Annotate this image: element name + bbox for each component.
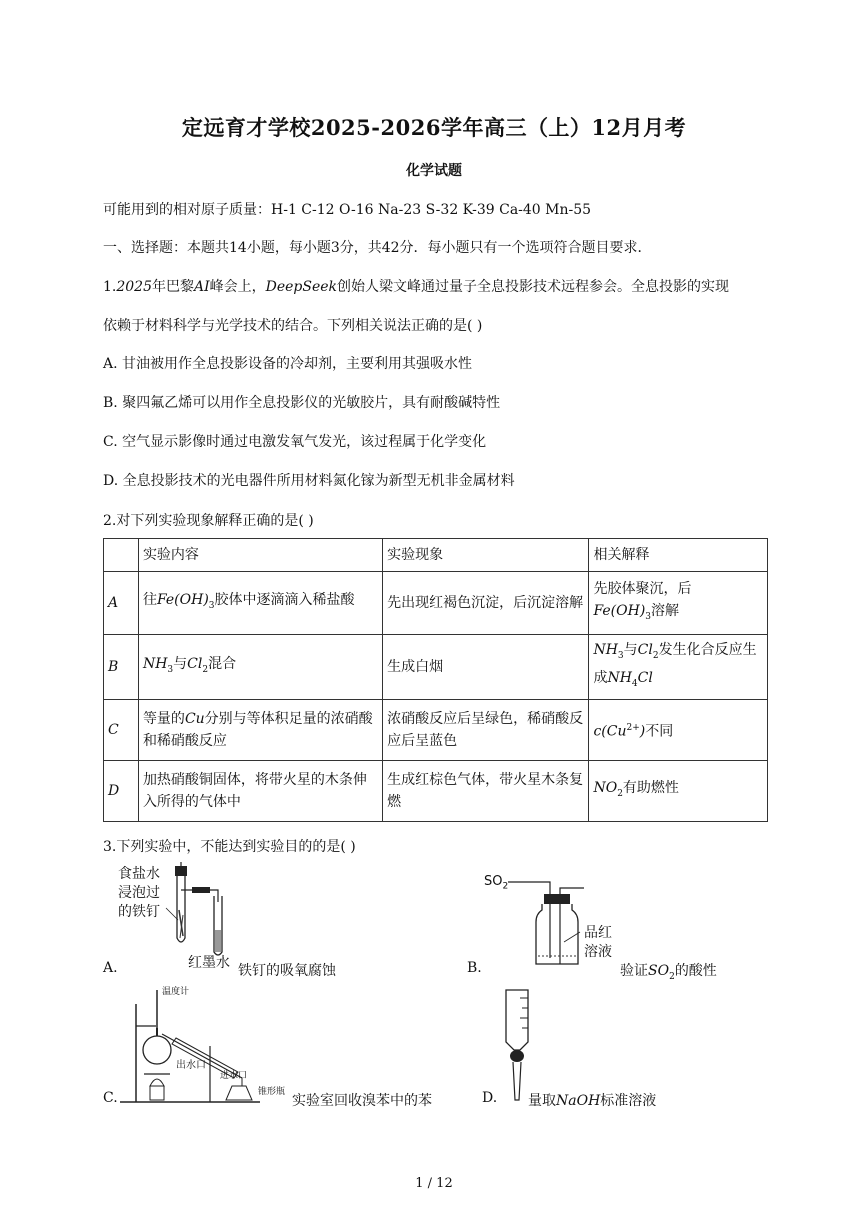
table-row	[104, 699, 768, 760]
figure-b-so2	[480, 870, 620, 970]
q1-option-c: C. 空气显示影像时通过电激发氧气发光，该过程属于化学变化	[103, 434, 487, 450]
q3-option-c-letter: C.	[103, 1090, 118, 1106]
label-water-inlet: 进水口	[220, 1071, 248, 1081]
row-label: B	[104, 635, 139, 700]
label-solution: 溶液	[584, 944, 612, 960]
row-label: A	[104, 572, 139, 635]
label-soaked: 浸泡过	[118, 885, 160, 901]
figure-a-corrosion	[118, 860, 258, 971]
table-row	[104, 572, 768, 635]
label-salt-water: 食盐水	[118, 866, 160, 882]
label-conical-flask: 锥形瓶	[258, 1087, 286, 1097]
page-subtitle: 化学试题	[406, 163, 462, 179]
q3-option-a-caption: 铁钉的吸氧腐蚀	[238, 963, 336, 979]
q3-option-a-letter: A.	[103, 960, 118, 976]
row-content: 等量的Cu分别与等体积足量的浓硝酸和稀硝酸反应	[138, 699, 382, 760]
table-header-cell: 相关解释	[589, 539, 768, 572]
q1-option-d: D. 全息投影技术的光电器件所用材料氮化镓为新型无机非金属材料	[103, 473, 515, 489]
q3-option-c-caption: 实验室回收溴苯中的苯	[292, 1093, 432, 1109]
q3-option-b-letter: B.	[467, 960, 482, 976]
label-water-outlet: 出水口	[176, 1060, 206, 1071]
q1-option-a: A. 甘油被用作全息投影设备的冷却剂，主要利用其强吸水性	[103, 356, 473, 372]
row-phenomenon: 生成红棕色气体，带火星木条复燃	[383, 760, 589, 821]
label-red-ink: 红墨水	[188, 955, 230, 971]
page-number: 1 / 12	[415, 1176, 453, 1191]
row-explanation: $c(Cu^{2+})$不同	[589, 699, 768, 760]
label-magenta: 品红	[584, 925, 612, 941]
row-phenomenon: 先出现红褐色沉淀，后沉淀溶解	[383, 572, 589, 635]
row-content: 加热硝酸铜固体，将带火星的木条伸入所得的气体中	[138, 760, 382, 821]
q2-table	[103, 538, 768, 822]
row-explanation: 先胶体聚沉，后 $Fe(OH)_3$溶解	[589, 572, 768, 635]
row-explanation: $NO_2$有助燃性	[589, 760, 768, 821]
table-row	[104, 635, 768, 700]
row-explanation: $NH_3$与$Cl_2$发生化合反应生 成$NH_4Cl$	[589, 635, 768, 700]
section-heading: 一、选择题：本题共14小题，每小题3分，共42分．每小题只有一个选项符合题目要求．	[103, 240, 652, 256]
label-so2-gas: $SO_2$	[484, 874, 509, 892]
table-header-row	[104, 539, 768, 572]
row-label: D	[104, 760, 139, 821]
q3-option-d-letter: D.	[482, 1090, 498, 1106]
figure-c-distillation	[120, 986, 290, 1106]
label-thermometer: 温度计	[162, 987, 190, 997]
atomic-mass-info: 可能用到的相对原子质量：H-1 C-12 O-16 Na-23 S-32 K-39 Ca-40 Mn-55	[103, 202, 592, 218]
table-header-cell: 实验现象	[383, 539, 589, 572]
row-content: 往$Fe(OH)_3$胶体中逐滴滴入稀盐酸	[138, 572, 382, 635]
table-header-cell: 实验内容	[138, 539, 382, 572]
page-title: 定远育才学校2025-2026学年高三（上）12月月考	[181, 115, 687, 140]
row-phenomenon: 浓硝酸反应后呈绿色，稀硝酸反应后呈蓝色	[383, 699, 589, 760]
row-phenomenon: 生成白烟	[383, 635, 589, 700]
label-iron-nail: 的铁钉	[118, 904, 160, 920]
q1-stem-line2: 依赖于材料科学与光学技术的结合。下列相关说法正确的是( )	[103, 318, 483, 334]
q1-option-b: B. 聚四氟乙烯可以用作全息投影仪的光敏胶片，具有耐酸碱特性	[103, 395, 501, 411]
q1-stem-line1: 1.2025年巴黎AI峰会上，DeepSeek创始人梁文峰通过量子全息投影技术远程参会。全息投影的实现	[103, 279, 730, 295]
row-content: $NH_3$与$Cl_2$混合	[138, 635, 382, 700]
q3-option-b-caption: 验证$SO_2$的酸性	[620, 963, 717, 982]
table-header-cell	[104, 539, 139, 572]
q3-option-d-caption: 量取NaOH标准溶液	[528, 1093, 657, 1109]
row-label: C	[104, 699, 139, 760]
table-row	[104, 760, 768, 821]
q2-stem: 2.对下列实验现象解释正确的是( )	[103, 513, 314, 529]
q3-stem: 3.下列实验中，不能达到实验目的的是( )	[103, 839, 356, 855]
